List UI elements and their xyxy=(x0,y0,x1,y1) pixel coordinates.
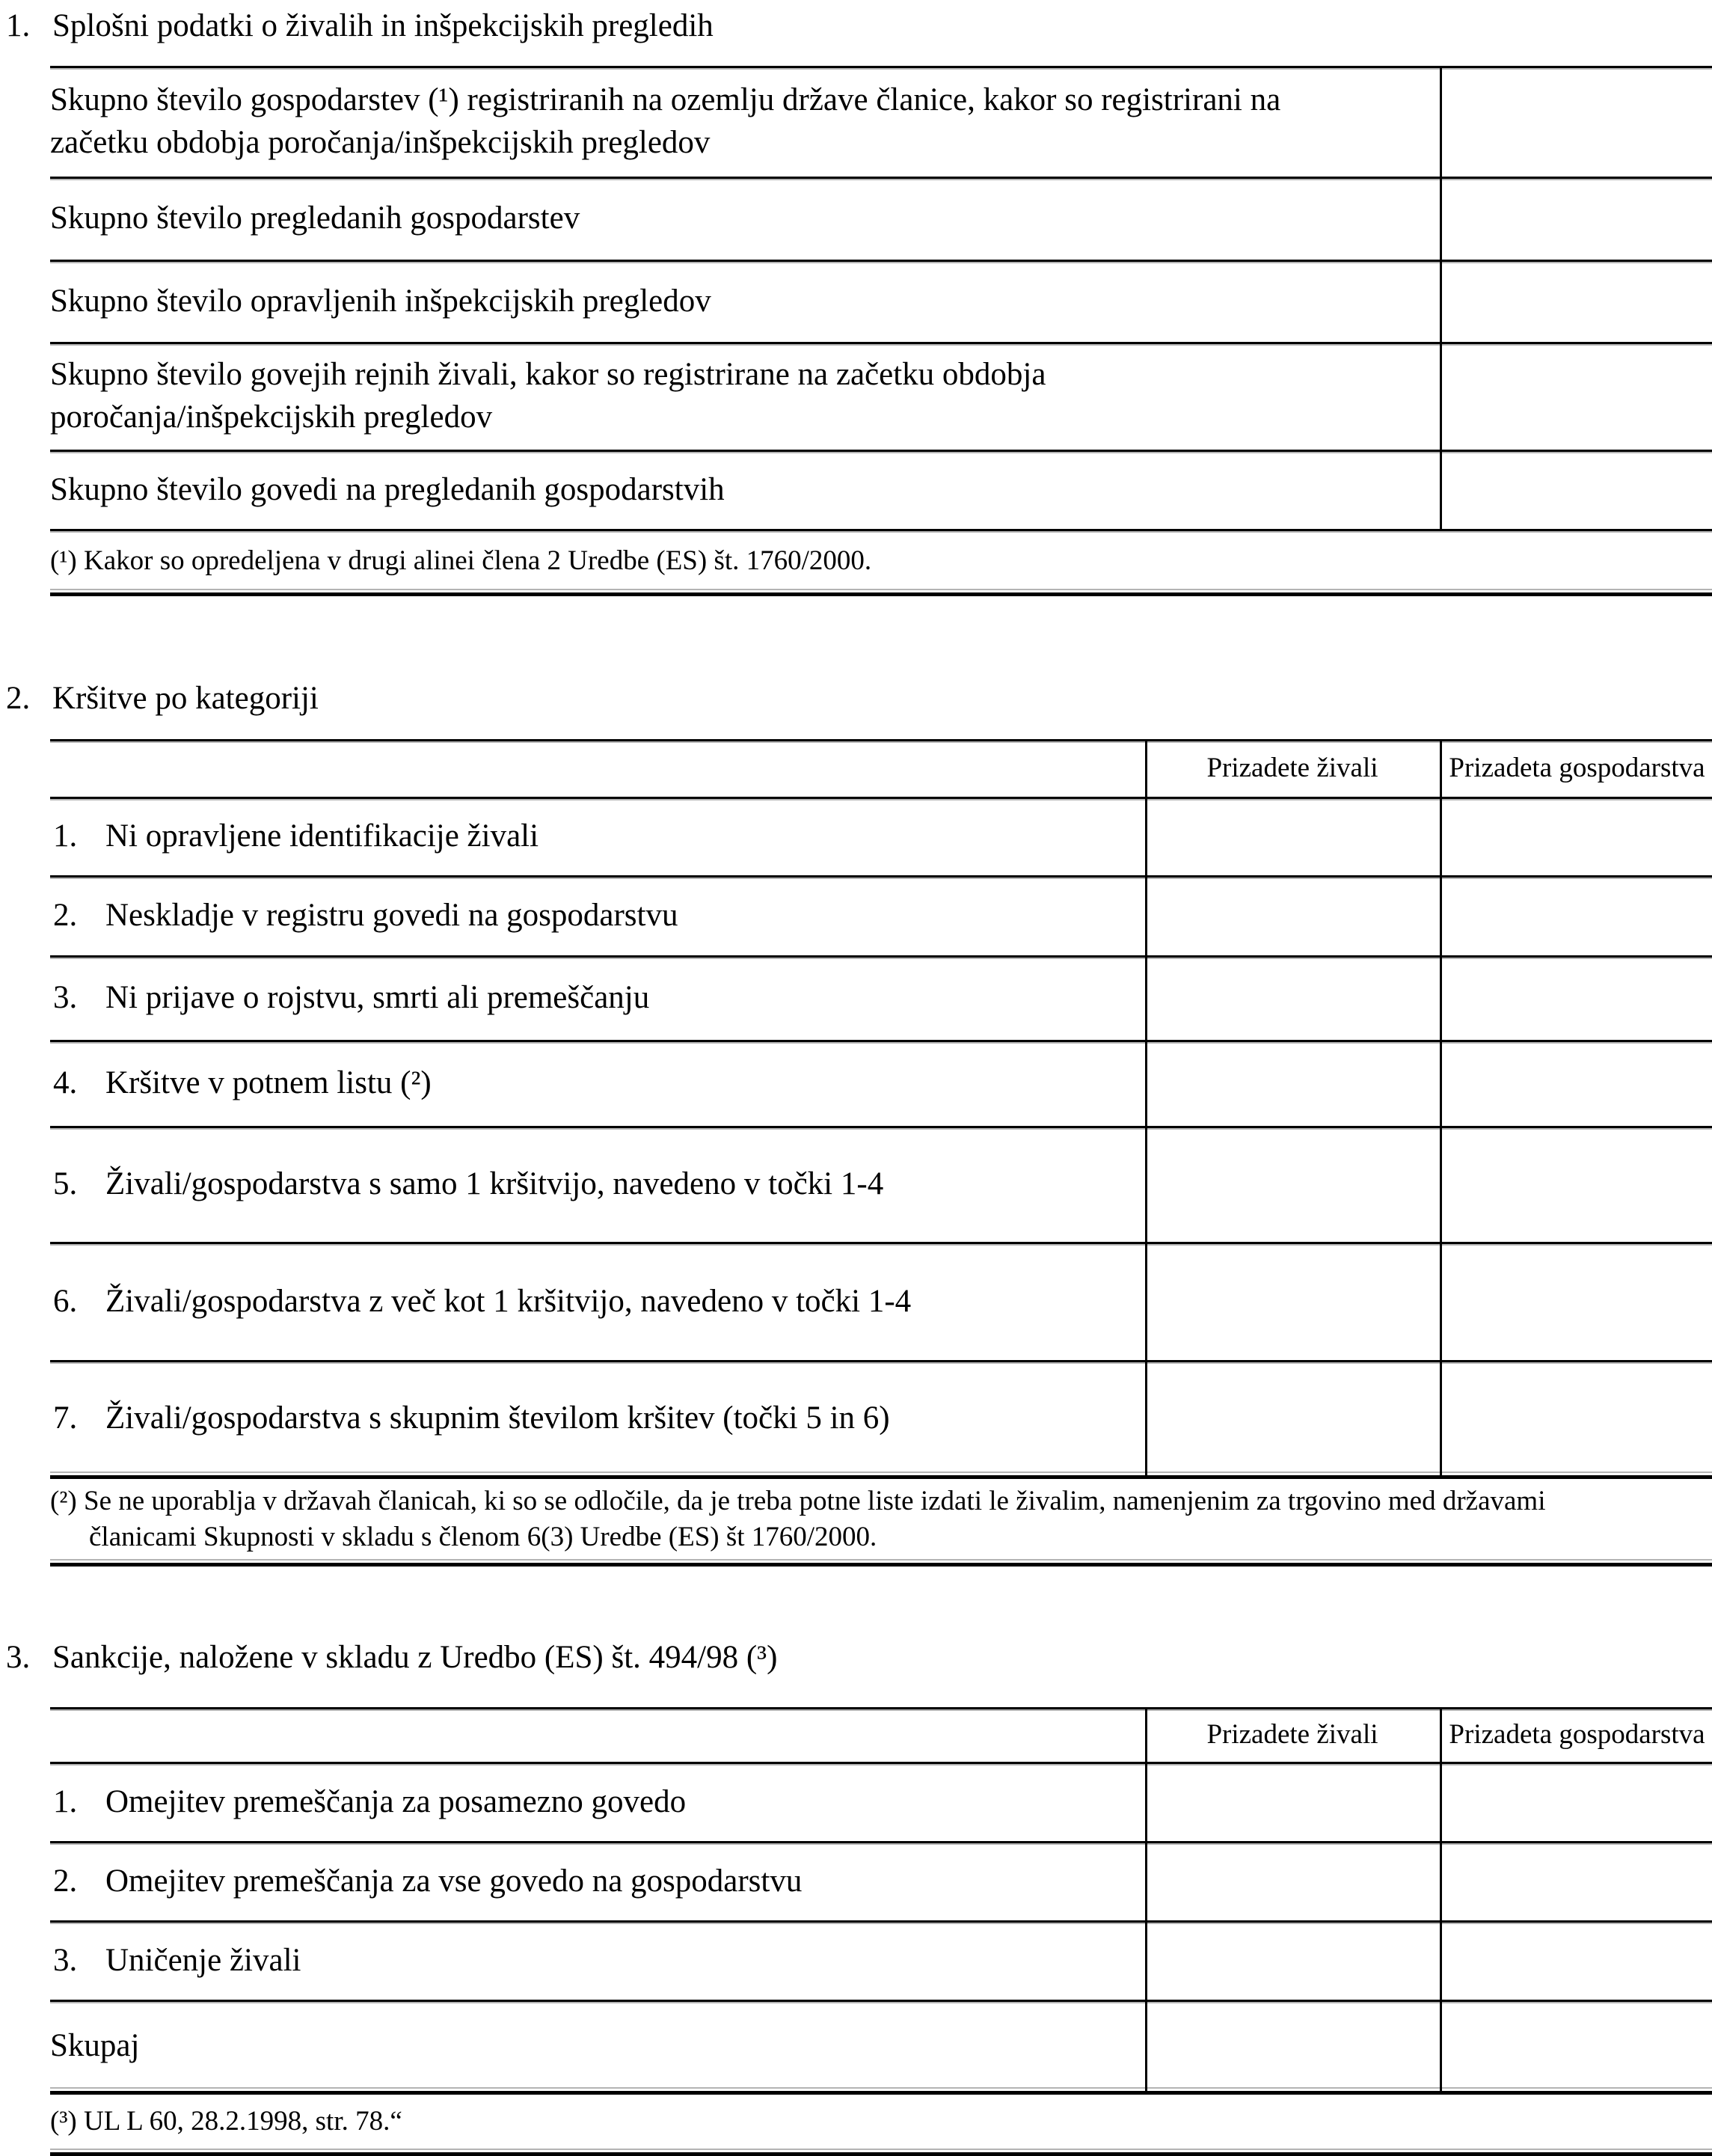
table1-row5-value xyxy=(1442,450,1712,529)
table3-row1: 1. Omejitev premeščanja za posamezno govedo xyxy=(53,1783,687,1819)
table2-row4-holdings xyxy=(1442,1040,1712,1126)
table2-row2-animals xyxy=(1147,875,1438,955)
table2-row3-holdings xyxy=(1442,955,1712,1040)
section-3-heading xyxy=(6,1637,777,1679)
table3-header-holdings: Prizadeta gospodarstva xyxy=(1449,1718,1705,1750)
table2-header-animals: Prizadete živali xyxy=(1206,752,1378,783)
table3-total-row: Skupaj xyxy=(50,2027,140,2063)
table3-row2-animals xyxy=(1147,1841,1438,1920)
table1-footnote: (¹) Kakor so opredeljena v drugi alinei člena 2 Uredbe (ES) št. 1760/2000. xyxy=(50,545,872,576)
table2-row5-animals xyxy=(1147,1126,1438,1242)
table2-rule-bottom xyxy=(50,1563,1712,1567)
section-1-heading xyxy=(6,5,714,47)
table1-row5-label: Skupno število govedi na pregledanih gospodarstvih xyxy=(50,471,725,507)
table3-row3: 3. Uničenje živali xyxy=(53,1942,301,1978)
table2-row7: 7. Živali/gospodarstva s skupnim številom kršitev (točki 5 in 6) xyxy=(53,1400,890,1436)
table3-row2: 2. Omejitev premeščanja za vse govedo na gospodarstvu xyxy=(53,1863,803,1899)
table1-rule-bottom xyxy=(50,592,1712,596)
table2-row6-holdings xyxy=(1442,1242,1712,1360)
table2-row5-holdings xyxy=(1442,1126,1712,1242)
table1-row3-label: Skupno število opravljenih inšpekcijskih pregledov xyxy=(50,283,711,319)
table3-row2-holdings xyxy=(1442,1841,1712,1920)
table2-row2: 2. Neskladje v registru govedi na gospodarstvu xyxy=(53,898,678,933)
table3-total-holdings xyxy=(1442,2000,1712,2091)
table1-row1-value xyxy=(1442,66,1712,177)
table3-row1-holdings xyxy=(1442,1762,1712,1841)
table3-footnote: (³) UL L 60, 28.2.1998, str. 78.“ xyxy=(50,2106,402,2137)
table2-row3: 3. Ni prijave o rojstvu, smrti ali premeščanju xyxy=(53,980,650,1015)
table2-row4: 4. Kršitve v potnem listu (²) xyxy=(53,1065,432,1100)
table2-row1: 1. Ni opravljene identifikacije živali xyxy=(53,818,539,854)
section-1-title: Splošni podatki o živalih in inšpekcijskih pregledih xyxy=(52,8,714,43)
table2-header-holdings: Prizadeta gospodarstva xyxy=(1449,752,1705,783)
section-3-title: Sankcije, naložene v skladu z Uredbo (ES) št. 494/98 (³) xyxy=(52,1640,778,1675)
section-2-title: Kršitve po kategoriji xyxy=(52,681,319,716)
table1-row2-value xyxy=(1442,177,1712,260)
table1-row1-label: Skupno število gospodarstev (¹) registriranih na ozemlju države članice, kakor so registrirani na začetku obdobja poročanja/inšpekcijskih pregledov xyxy=(50,82,1281,160)
section-1-number: 1. xyxy=(6,8,31,43)
table2-row7-holdings xyxy=(1442,1360,1712,1475)
section-2-number: 2. xyxy=(6,681,31,716)
table2-row6: 6. Živali/gospodarstva z več kot 1 kršitvijo, navedeno v točki 1-4 xyxy=(53,1283,912,1319)
table2-row3-animals xyxy=(1147,955,1438,1040)
table3-rule-bottom xyxy=(50,2152,1712,2156)
table2-row2-holdings xyxy=(1442,875,1712,955)
table1-row3-value xyxy=(1442,260,1712,342)
table1-row2-label: Skupno število pregledanih gospodarstev xyxy=(50,200,580,236)
table3-total-animals xyxy=(1147,2000,1438,2091)
table3-header-animals: Prizadete živali xyxy=(1206,1718,1378,1750)
table3-row3-animals xyxy=(1147,1920,1438,2000)
table1-row4-value xyxy=(1442,342,1712,450)
table2-row4-animals xyxy=(1147,1040,1438,1126)
table3-row3-holdings xyxy=(1442,1920,1712,2000)
table2-row1-animals xyxy=(1147,797,1438,875)
table3-row1-animals xyxy=(1147,1762,1438,1841)
section-3-number: 3. xyxy=(6,1640,31,1675)
table2-row6-animals xyxy=(1147,1242,1438,1360)
table2-row5: 5. Živali/gospodarstva s samo 1 kršitvijo, navedeno v točki 1-4 xyxy=(53,1166,884,1201)
table1-row4-label: Skupno število govejih rejnih živali, kakor so registrirane na začetku obdobja poročanja/inšpekcijskih pregledov xyxy=(50,357,1046,435)
table2-row1-holdings xyxy=(1442,797,1712,875)
table2-footnote: (²) Se ne uporablja v državah članicah, ki so se odločile, da je treba potne liste izdati le živalim, namenjenim za trgovino med državami članicami Skupnosti v skladu s členom 6(3) Uredbe (ES) št 1760/2000. xyxy=(50,1485,1546,1552)
section-2-heading xyxy=(6,678,319,720)
table2-row7-animals xyxy=(1147,1360,1438,1475)
